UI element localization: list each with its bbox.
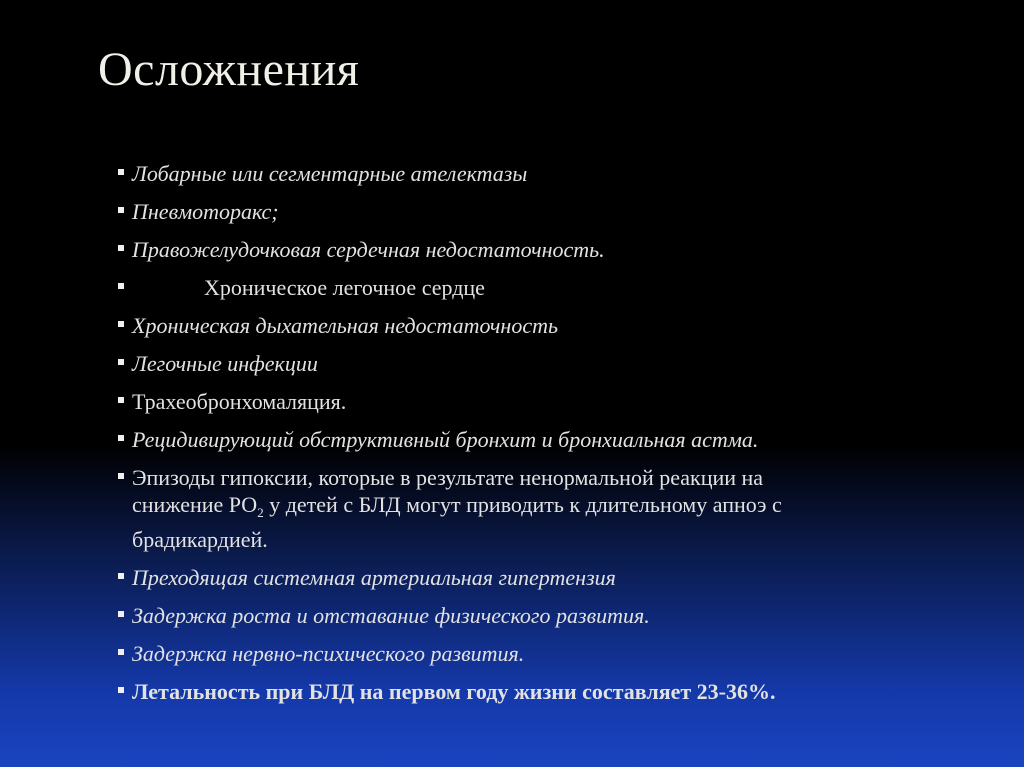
bullet-square-icon (118, 573, 124, 579)
bullet-square-icon (118, 169, 124, 175)
bullet-square-icon (118, 611, 124, 617)
list-item-text: Рецидивирующий обструктивный бронхит и бронхиальная астма. (132, 427, 759, 452)
hypoxia-subscript: 2 (257, 505, 264, 520)
list-item-text (132, 465, 782, 552)
bullet-square-icon (118, 245, 124, 251)
list-item (122, 426, 972, 453)
bullet-square-icon (118, 435, 124, 441)
list-item-text: Задержка роста и отставание физического развития. (132, 603, 650, 628)
list-item (122, 160, 972, 187)
list-item-text: Хроническая дыхательная недостаточность (132, 313, 558, 338)
list-item-text: Задержка нервно-психического развития. (132, 641, 525, 666)
bullet-square-icon (118, 687, 124, 693)
list-item (122, 678, 972, 705)
list-item-text: Трахеобронхомаляция. (132, 389, 347, 414)
list-item-text: Хроническое легочное сердце (204, 275, 485, 300)
bullet-square-icon (118, 473, 124, 479)
bullet-square-icon (118, 207, 124, 213)
list-item-text: Преходящая системная артериальная гипертензия (132, 565, 616, 590)
hypoxia-line-2-pre: снижение РО (132, 492, 258, 517)
list-item-text: Летальность при БЛД на первом году жизни составляет 23-36%. (132, 679, 776, 704)
list-item (122, 236, 972, 263)
list-item-text: Правожелудочковая сердечная недостаточность. (132, 237, 605, 262)
list-item (122, 602, 972, 629)
hypoxia-line-2-post: у детей с БЛД могут приводить к длительному апноэ с (263, 492, 782, 517)
bullet-square-icon (118, 359, 124, 365)
list-item (122, 464, 972, 553)
list-item (122, 564, 972, 591)
bullet-square-icon (118, 397, 124, 403)
hypoxia-line-3: брадикардией. (132, 527, 268, 552)
bullet-square-icon (118, 649, 124, 655)
list-item (122, 388, 972, 415)
slide-title: Осложнения (98, 43, 360, 96)
list-item-text: Лобарные или сегментарные ателектазы (132, 161, 528, 186)
list-item (122, 640, 972, 667)
bullet-square-icon (118, 321, 124, 327)
list-item-text: Пневмоторакс; (132, 199, 279, 224)
bullet-square-icon (118, 283, 124, 289)
complications-list (122, 160, 972, 716)
list-item (122, 198, 972, 225)
list-item (122, 274, 972, 301)
hypoxia-line-1: Эпизоды гипоксии, которые в результате ненормальной реакции на (132, 465, 764, 490)
list-item-text: Легочные инфекции (132, 351, 318, 376)
list-item (122, 350, 972, 377)
list-item (122, 312, 972, 339)
